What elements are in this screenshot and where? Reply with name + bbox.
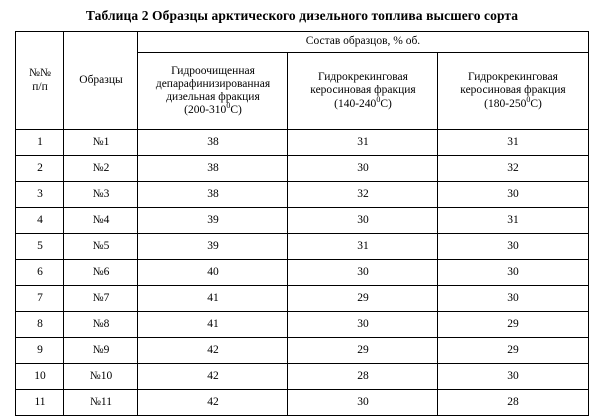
header-col3-range-pre: (200-310 bbox=[184, 104, 227, 117]
table-row bbox=[16, 390, 588, 416]
table-row bbox=[16, 156, 588, 182]
cell-diesel-fraction: 39 bbox=[138, 208, 288, 234]
cell-kerosene-140-240: 31 bbox=[288, 234, 438, 260]
samples-table bbox=[15, 31, 588, 416]
table-group-header-row bbox=[16, 32, 588, 53]
header-col5-range-post: С) bbox=[530, 97, 542, 110]
cell-kerosene-140-240: 29 bbox=[288, 286, 438, 312]
header-col5-range-pre: (180-250 bbox=[484, 97, 527, 110]
cell-kerosene-140-240: 30 bbox=[288, 156, 438, 182]
cell-diesel-fraction: 38 bbox=[138, 182, 288, 208]
header-col3-range-post: С) bbox=[230, 104, 242, 117]
cell-sample: №4 bbox=[64, 208, 138, 234]
cell-diesel-fraction: 41 bbox=[138, 312, 288, 338]
cell-sample: №9 bbox=[64, 338, 138, 364]
cell-kerosene-180-250: 29 bbox=[438, 312, 588, 338]
cell-kerosene-180-250: 30 bbox=[438, 364, 588, 390]
cell-kerosene-140-240: 30 bbox=[288, 208, 438, 234]
cell-sample: №1 bbox=[64, 130, 138, 156]
cell-diesel-fraction: 40 bbox=[138, 260, 288, 286]
cell-kerosene-180-250: 30 bbox=[438, 286, 588, 312]
cell-kerosene-140-240: 30 bbox=[288, 260, 438, 286]
cell-kerosene-180-250: 32 bbox=[438, 156, 588, 182]
cell-row-number: 2 bbox=[16, 156, 64, 182]
cell-kerosene-180-250: 29 bbox=[438, 338, 588, 364]
cell-row-number: 9 bbox=[16, 338, 64, 364]
header-col3-line1: Гидроочищенная bbox=[171, 64, 255, 77]
cell-row-number: 6 bbox=[16, 260, 64, 286]
cell-kerosene-140-240: 30 bbox=[288, 390, 438, 416]
cell-diesel-fraction: 41 bbox=[138, 286, 288, 312]
table-row bbox=[16, 286, 588, 312]
header-number-line1: №№ bbox=[29, 67, 51, 80]
cell-kerosene-180-250: 31 bbox=[438, 208, 588, 234]
header-cell-number bbox=[16, 32, 64, 130]
header-col4-line1: Гидрокрекинговая bbox=[318, 71, 408, 84]
cell-row-number: 3 bbox=[16, 182, 64, 208]
cell-row-number: 11 bbox=[16, 390, 64, 416]
header-cell-samples: Образцы bbox=[64, 32, 138, 130]
cell-sample: №2 bbox=[64, 156, 138, 182]
cell-sample: №3 bbox=[64, 182, 138, 208]
table-row bbox=[16, 234, 588, 260]
table-caption: Таблица 2 Образцы арктического дизельного топлива высшего сорта bbox=[85, 8, 519, 23]
cell-sample: №8 bbox=[64, 312, 138, 338]
header-cell-hydrocracking-kerosene-180-250 bbox=[438, 53, 588, 130]
cell-sample: №5 bbox=[64, 234, 138, 260]
header-col5-line1: Гидрокрекинговая bbox=[468, 71, 558, 84]
header-col3-line4 bbox=[140, 101, 285, 117]
cell-row-number: 8 bbox=[16, 312, 64, 338]
cell-kerosene-140-240: 31 bbox=[288, 130, 438, 156]
cell-diesel-fraction: 42 bbox=[138, 390, 288, 416]
header-number-line2: п/п bbox=[32, 80, 48, 93]
header-col4-line2: керосиновая фракция bbox=[310, 84, 416, 97]
cell-kerosene-140-240: 28 bbox=[288, 364, 438, 390]
header-col5-degree: 0 bbox=[526, 94, 531, 104]
header-col5-line2: керосиновая фракция bbox=[460, 84, 566, 97]
header-col4-range-pre: (140-240 bbox=[334, 97, 377, 110]
cell-row-number: 1 bbox=[16, 130, 64, 156]
table-row bbox=[16, 260, 588, 286]
cell-diesel-fraction: 38 bbox=[138, 156, 288, 182]
header-cell-hydrocracking-kerosene-140-240 bbox=[288, 53, 438, 130]
cell-kerosene-180-250: 28 bbox=[438, 390, 588, 416]
cell-sample: №7 bbox=[64, 286, 138, 312]
header-col5-line3 bbox=[440, 94, 585, 111]
cell-kerosene-140-240: 32 bbox=[288, 182, 438, 208]
header-col3-line3: дизельная фракция bbox=[166, 91, 260, 103]
cell-row-number: 5 bbox=[16, 234, 64, 260]
cell-row-number: 4 bbox=[16, 208, 64, 234]
cell-sample: №10 bbox=[64, 364, 138, 390]
header-col4-degree: 0 bbox=[376, 94, 381, 104]
header-col4-range-post: С) bbox=[380, 97, 392, 110]
cell-diesel-fraction: 42 bbox=[138, 338, 288, 364]
cell-sample: №11 bbox=[64, 390, 138, 416]
cell-kerosene-180-250: 31 bbox=[438, 130, 588, 156]
cell-diesel-fraction: 39 bbox=[138, 234, 288, 260]
cell-diesel-fraction: 38 bbox=[138, 130, 288, 156]
cell-kerosene-180-250: 30 bbox=[438, 182, 588, 208]
table-row bbox=[16, 364, 588, 390]
cell-diesel-fraction: 42 bbox=[138, 364, 288, 390]
cell-row-number: 7 bbox=[16, 286, 64, 312]
cell-row-number: 10 bbox=[16, 364, 64, 390]
header-col4-line3 bbox=[290, 94, 435, 111]
table-row bbox=[16, 130, 588, 156]
table-row bbox=[16, 338, 588, 364]
header-cell-hydrotreated-diesel bbox=[138, 53, 288, 130]
cell-kerosene-180-250: 30 bbox=[438, 234, 588, 260]
cell-sample: №6 bbox=[64, 260, 138, 286]
header-col3-line2: депарафинизированная bbox=[155, 77, 271, 90]
table-row bbox=[16, 208, 588, 234]
table-row bbox=[16, 312, 588, 338]
header-col3-degree: 0 bbox=[226, 101, 231, 111]
cell-kerosene-140-240: 29 bbox=[288, 338, 438, 364]
cell-kerosene-140-240: 30 bbox=[288, 312, 438, 338]
table-row bbox=[16, 182, 588, 208]
header-group-composition: Состав образцов, % об. bbox=[138, 32, 588, 53]
cell-kerosene-180-250: 30 bbox=[438, 260, 588, 286]
